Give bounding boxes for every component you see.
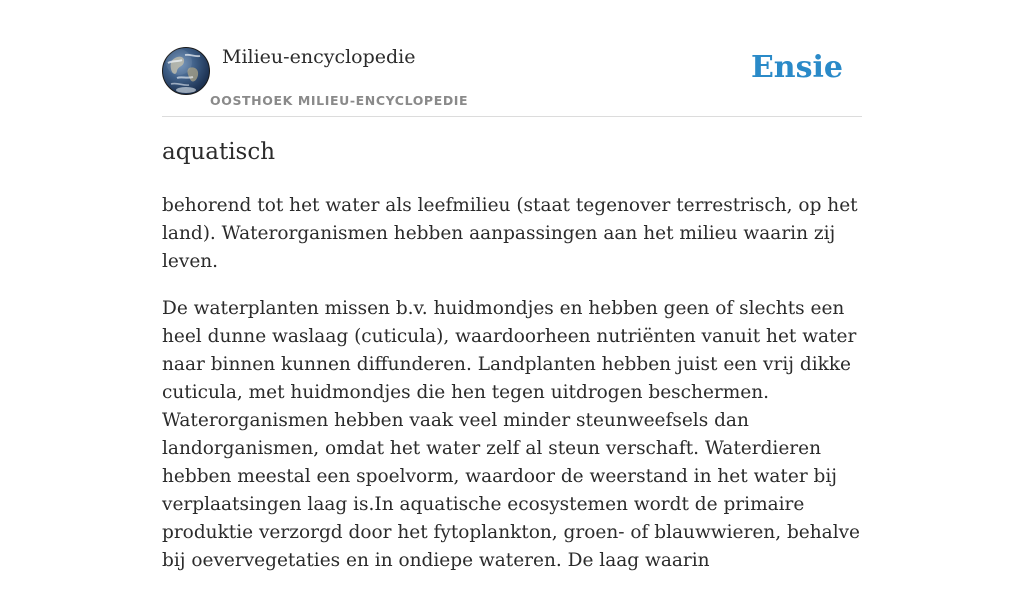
site-header	[162, 44, 862, 117]
article-paragraph: De waterplanten missen b.v. huidmondjes en hebben geen of slechts een heel dunne waslaag (cuticula), waardoorheen nutriënten vanuit het water naar binnen kunnen diffunderen. Landplanten hebben juist een vrij dikke cuticula, met huidmondjes die hen tegen uitdrogen beschermen. Waterorganismen hebben vaak veel minder steunweefsels dan landorganismen, omdat het water zelf al steun verschaft. Waterdieren hebben meestal een spoelvorm, waardoor de weerstand in het water bij verplaatsingen laag is.In aquatische ecosystemen wordt de primaire produktie verzorgd door het fytoplankton, groen- of blauwwieren, behalve bij oevervegetaties en in ondiepe wateren. De laag waarin	[162, 298, 861, 571]
ensie-logo-link[interactable]: Ensie	[750, 50, 843, 85]
site-title[interactable]: Milieu-encyclopedie	[222, 46, 416, 68]
term-heading: aquatisch	[162, 139, 276, 165]
site-subtitle: OOSTHOEK MILIEU-ENCYCLOPEDIE	[210, 93, 469, 108]
article-body	[162, 192, 862, 594]
article-paragraph: behorend tot het water als leefmilieu (staat tegenover terrestrisch, op het land). Waterorganismen hebben aanpassingen aan het milieu waarin zij leven.	[162, 195, 858, 272]
earth-globe-icon[interactable]	[162, 47, 210, 95]
